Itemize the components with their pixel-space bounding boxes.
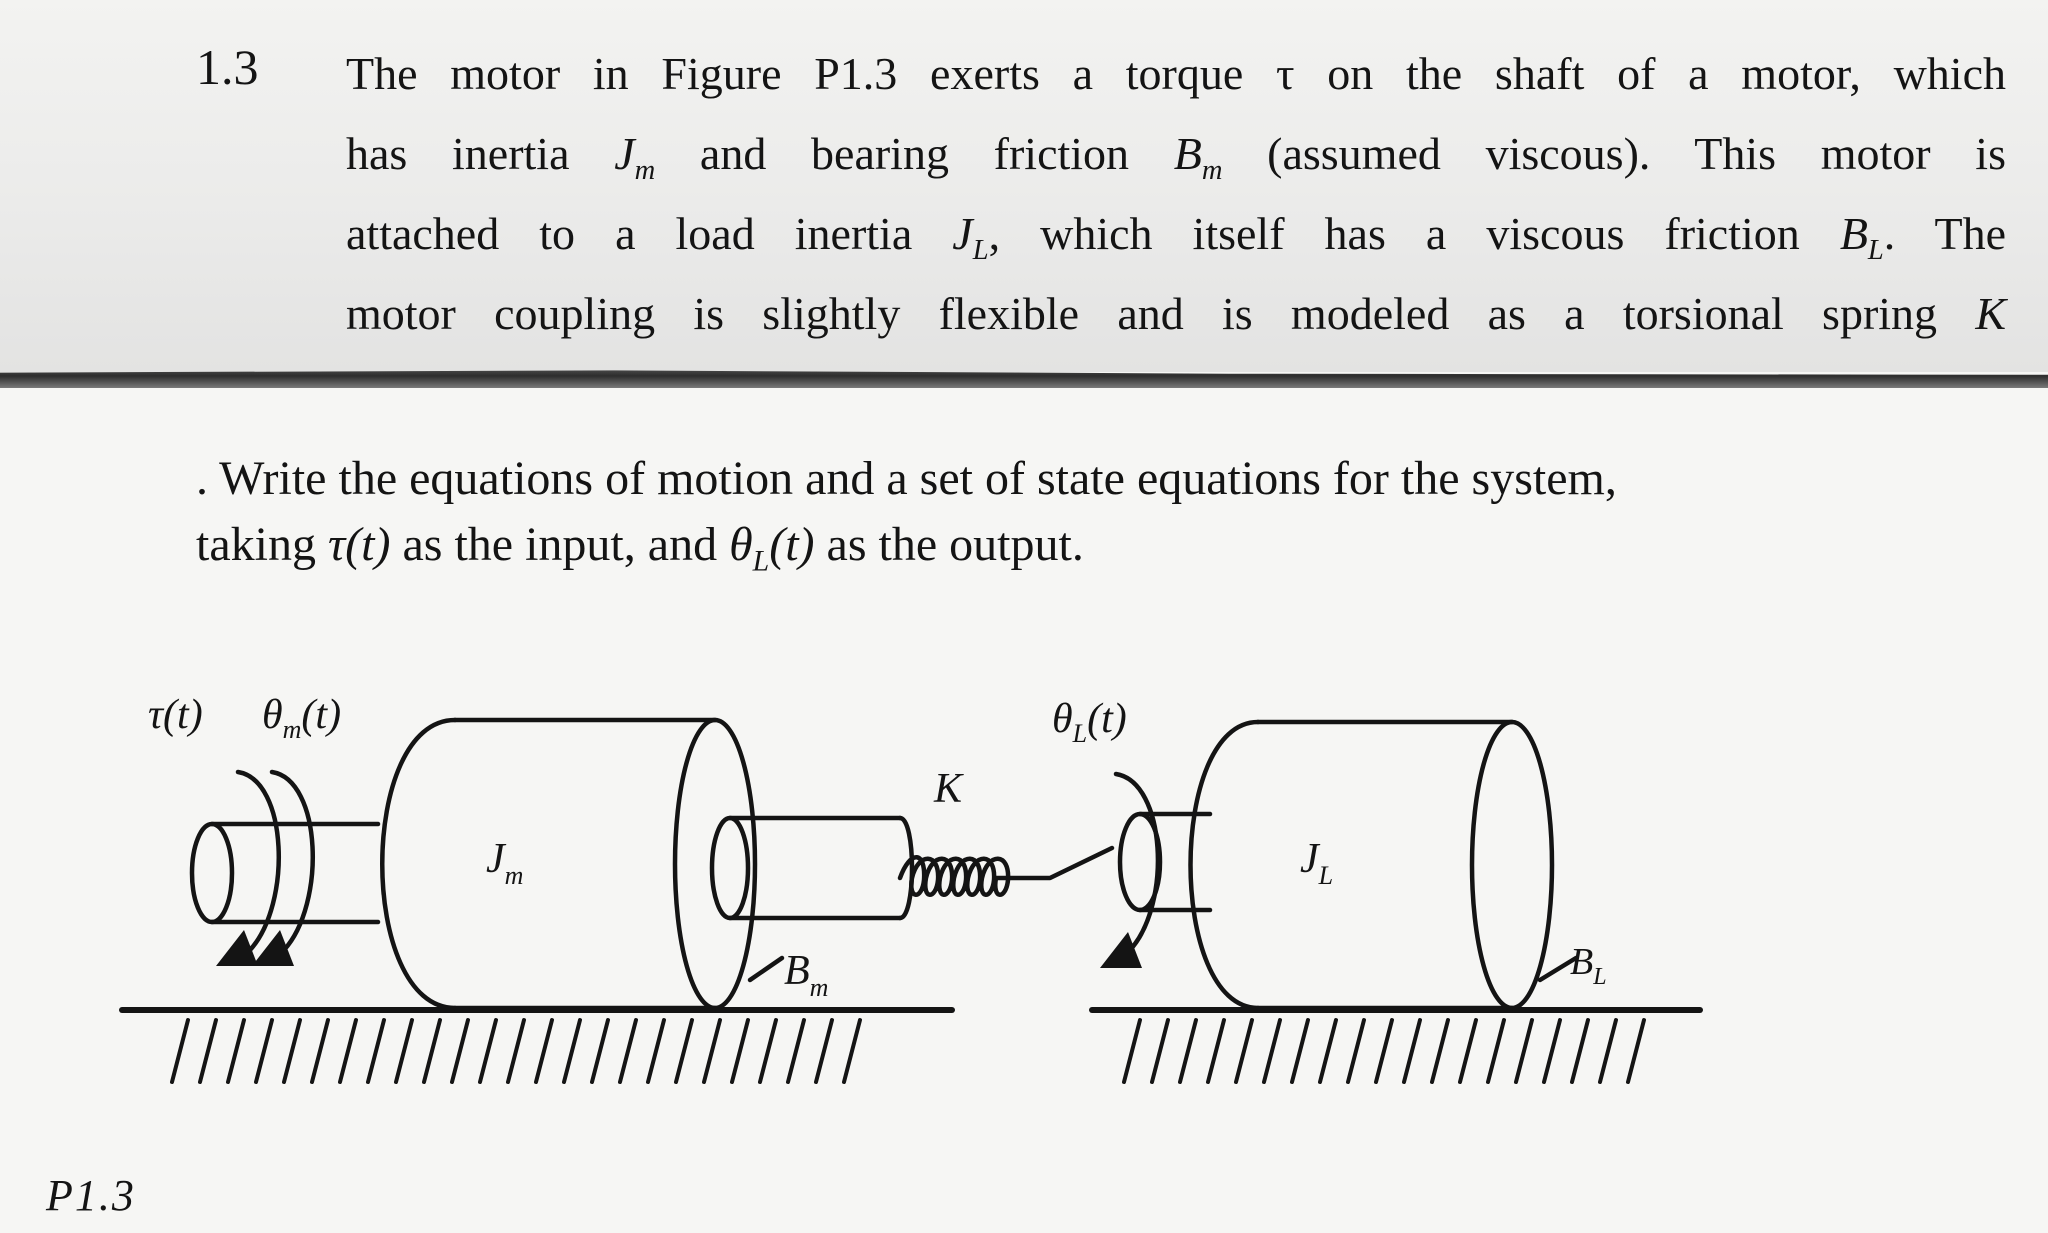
problem-text-span: has inertia [346,128,615,179]
task-text-span: as the input, and [390,518,730,571]
theta-l-arrow [1116,774,1158,950]
bm-label: $B_m$ [784,948,829,1002]
symbol-jm: J [614,128,635,179]
subscript-l: L [752,544,770,578]
theta-m-label: $\theta_m(t)$ [262,692,342,744]
torsional-spring [900,848,1112,895]
problem-text-span: and bearing friction [655,128,1174,179]
problem-text-span: , which itself has a viscous friction [988,208,1840,259]
problem-text-span: motor coupling is slightly flexible and is modeled as a torsional spring [346,288,1976,339]
theta-l-arrowhead [1100,932,1142,968]
k-label: K [934,766,963,812]
load-shaft [1120,814,1210,910]
subscript-m: m [1201,154,1223,186]
load-inertia-cylinder [1191,722,1553,1008]
problem-number: 1.3 [196,39,259,95]
problem-line-1: The motor in Figure P1.3 exerts a torque τ on the shaft of a motor, which [346,48,2006,99]
problem-text-span: attached to a load inertia [346,208,953,259]
task-text-span: taking [196,518,328,571]
ground-hatch-left [172,1020,860,1082]
task-text-span: as the output. [814,518,1084,571]
jl-label: $J_L$ [1300,836,1334,890]
symbol-k: K [1975,288,2006,339]
problem-text-span: . The [1883,208,2006,259]
jm-label: $J_m$ [486,836,524,890]
torque-label: τ(t) [148,692,203,738]
output-arg: (t) [769,518,815,571]
figure-label: P1.3 [46,1171,136,1220]
subscript-m: m [634,154,656,186]
symbol-bm: B [1173,128,1202,179]
problem-text-span: (assumed viscous). This motor is [1222,128,2006,179]
output-symbol: θ [729,518,753,571]
motor-inertia-cylinder [382,720,755,1008]
theta-l-label: $\theta_L(t)$ [1052,696,1127,748]
bl-label: $B_L$ [1570,941,1607,990]
motor-output-shaft [712,818,912,918]
input-symbol: τ(t) [327,518,391,571]
subscript-l: L [1867,234,1884,266]
bm-leader-line [750,958,782,980]
subscript-l: L [972,234,989,266]
ground-hatch-right [1124,1020,1644,1082]
symbol-bl: B [1839,208,1868,259]
symbol-jl: J [952,208,973,259]
task-line-1: . Write the equations of motion and a set of state equations for the system, [196,452,1617,505]
input-shaft [192,824,378,922]
